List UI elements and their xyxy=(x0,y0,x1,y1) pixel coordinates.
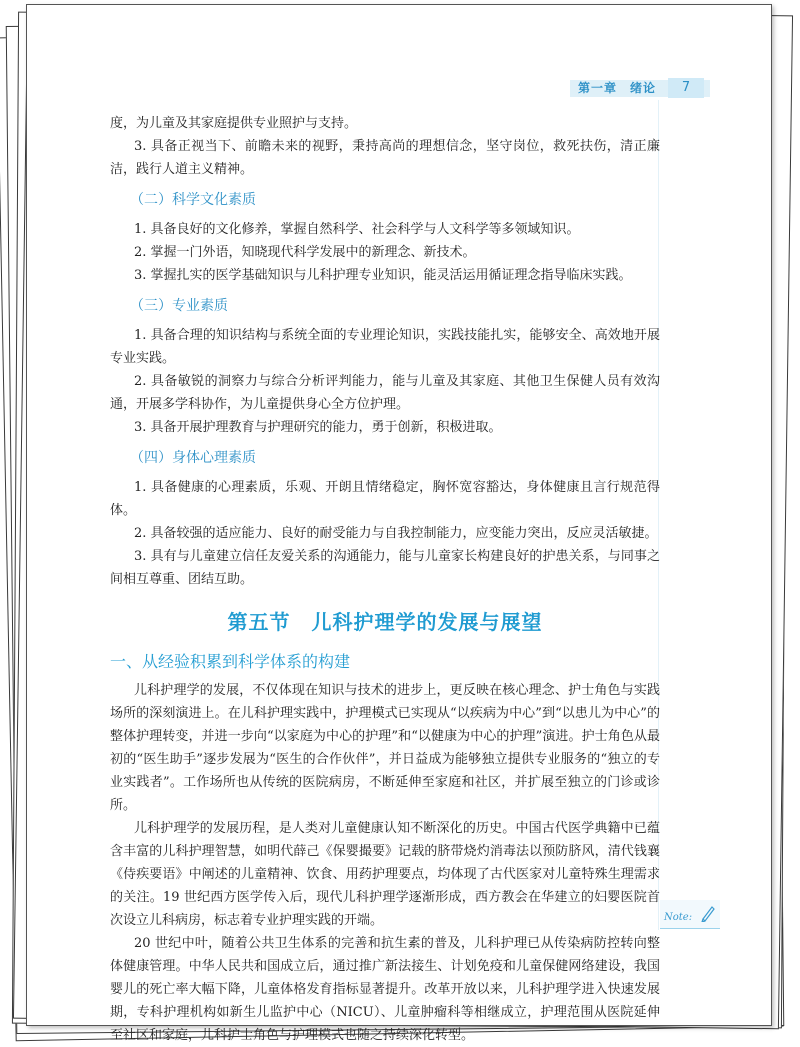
subheading-body-mind: （四）身体心理素质 xyxy=(130,450,256,466)
body-mind-item-2: 2. 具备较强的适应能力、良好的耐受能力与自我控制能力，应变能力突出，反应灵活敏捷。 xyxy=(134,526,658,541)
paragraph-continued: 度，为儿童及其家庭提供专业照护与支持。 xyxy=(110,116,358,131)
section-title: 第五节 儿科护理学的发展与展望 xyxy=(227,610,543,634)
body-mind-item-1: 1. 具备健康的心理素质，乐观、开朗且情绪稳定，胸怀宽容豁达，身体健康且言行规范得体。 xyxy=(110,480,660,518)
chapter-header: 第一章 绪论 xyxy=(578,81,657,95)
subheading-professional: （三）专业素质 xyxy=(130,298,228,314)
body-paragraph-2: 儿科护理学的发展历程，是人类对儿童健康认知不断深化的历史。中国古代医学典籍中已蕴含丰富的儿科护理智慧，如明代薛己《保婴撮要》记载的脐带烧灼消毒法以预防脐风，清代钱襄《侍疾要语》中阐述的儿童精神、饮食、用药护理要点，均体现了古代医家对儿童特殊生理需求的关注。19 世纪西方医学传入后，现代儿科护理学逐渐形成，西方教会在华建立的妇婴医院首次设立儿科病房，标志着专业护理实践的开端。 xyxy=(110,821,660,928)
note-label: Note: xyxy=(664,912,693,923)
professional-item-3: 3. 具备开展护理教育与护理研究的能力，勇于创新，积极进取。 xyxy=(134,420,502,435)
professional-item-2: 2. 具备敏锐的洞察力与综合分析评判能力，能与儿童及其家庭、其他卫生保健人员有效沟通，开展多学科协作，为儿童提供身心全方位护理。 xyxy=(110,374,660,412)
science-item-3: 3. 掌握扎实的医学基础知识与儿科护理专业知识，能灵活运用循证理念指导临床实践。 xyxy=(134,268,632,283)
page-body xyxy=(110,112,660,1047)
body-mind-item-3: 3. 具有与儿童建立信任友爱关系的沟通能力，能与儿童家长构建良好的护患关系，与同事之间相互尊重、团结互助。 xyxy=(110,549,660,587)
heading-level-1: 一、从经验积累到科学体系的构建 xyxy=(110,652,351,671)
ethics-item-3: 3. 具备正视当下、前瞻未来的视野，秉持高尚的理想信念，坚守岗位，救死扶伤，清正廉洁，践行人道主义精神。 xyxy=(110,139,660,177)
page-number: 7 xyxy=(668,78,704,98)
science-item-2: 2. 掌握一门外语，知晓现代科学发展中的新理念、新技术。 xyxy=(134,245,476,260)
professional-item-1: 1. 具备合理的知识结构与系统全面的专业理论知识，实践技能扎实，能够安全、高效地开展专业实践。 xyxy=(110,328,660,366)
pencil-icon xyxy=(700,904,716,922)
body-paragraph-1: 儿科护理学的发展，不仅体现在知识与技术的进步上，更反映在核心理念、护士角色与实践场所的深刻演进上。在儿科护理实践中，护理模式已实现从“以疾病为中心”到“以患儿为中心”的整体护理转变，并进一步向“以家庭为中心的护理”和“以健康为中心的护理”演进。护士角色从最初的“医生助手”逐步发展为“医生的合作伙伴”，并日益成为能够独立提供专业服务的“独立的专业实践者”。工作场所也从传统的医院病房，不断延伸至家庭和社区，并扩展至独立的门诊或诊所。 xyxy=(110,683,660,813)
science-item-1: 1. 具备良好的文化修养，掌握自然科学、社会科学与人文科学等多领域知识。 xyxy=(134,222,580,237)
subheading-science: （二）科学文化素质 xyxy=(130,192,256,208)
body-paragraph-3: 20 世纪中叶，随着公共卫生体系的完善和抗生素的普及，儿科护理已从传染病防控转向整体健康管理。中华人民共和国成立后，通过推广新法接生、计划免疫和儿童保健网络建设，我国婴儿的死亡率大幅下降，儿童体格发育指标显著提升。改革开放以来，儿科护理学进入快速发展期，专科护理机构如新生儿监护中心（NICU）、儿童肿瘤科等相继成立，护理范围从医院延伸至社区和家庭，儿科护士角色与护理模式也随之持续深化转型。 xyxy=(110,936,660,1043)
